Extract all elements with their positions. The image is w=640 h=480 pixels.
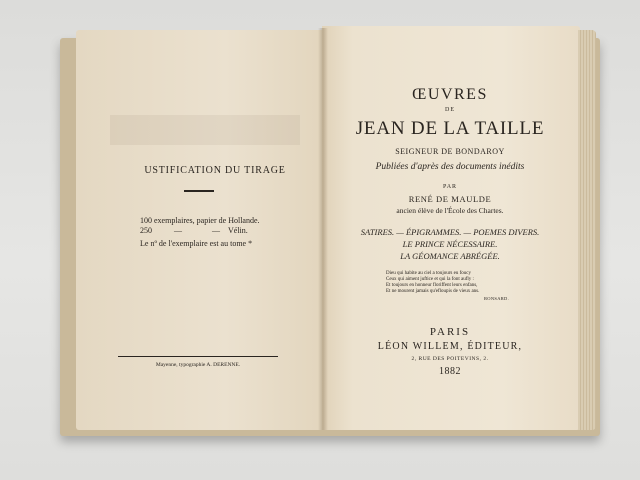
printer-credit: Mayenne, typographie A. DERENNE.: [155, 362, 241, 368]
book-gutter: [318, 28, 328, 430]
copy-number-line: Le nº de l'exemplaire est au tome *: [140, 239, 253, 248]
publication-year: 1882: [439, 366, 461, 377]
contents-line-1: SATIRES. — ÉPIGRAMMES. — POEMES DIVERS.: [360, 227, 540, 237]
de-word: DE: [445, 107, 455, 113]
publiees-line: Publiées d'après des documents inédits: [375, 162, 525, 172]
epigraph-line: Ceux qui aiment juftice et qui la font aufly :: [386, 277, 474, 282]
epigraph-line: Et ne mourent jamais qu'efloupis de vieux ans.: [386, 289, 480, 294]
seigneur-line: SEIGNEUR DE BONDAROY: [395, 147, 505, 156]
copies-line-2-dash2: —: [212, 226, 220, 235]
show-through-shadow: [110, 115, 300, 145]
oeuvres-title: ŒUVRES: [412, 86, 488, 103]
author-name: JEAN DE LA TAILLE: [355, 118, 545, 139]
printer-rule: [118, 356, 278, 357]
contents-line-2: LE PRINCE NÉCESSAIRE.: [402, 239, 498, 249]
justification-heading: USTIFICATION DU TIRAGE: [144, 165, 286, 176]
epigraph-source: RONSARD.: [484, 296, 510, 301]
par-word: PAR: [442, 184, 458, 190]
editor-credentials: ancien élève de l'École des Chartes.: [396, 206, 504, 215]
contents-line-3: LA GÉOMANCE ABRÉGÉE.: [400, 251, 500, 261]
publisher-name: LÉON WILLEM, ÉDITEUR,: [377, 341, 523, 352]
page-edges: [578, 30, 596, 430]
epigraph-line: Dieu qui habite au ciel a toujours eu foucy: [386, 271, 471, 276]
editor-name: RENÉ DE MAULDE: [408, 194, 492, 204]
heading-rule: [184, 190, 214, 192]
left-page: [76, 30, 326, 430]
copies-line-2-end: Vélin.: [228, 226, 248, 235]
copies-line-1: 100 exemplaires, papier de Hollande.: [140, 216, 260, 225]
copies-line-2-dash1: —: [174, 226, 182, 235]
publication-city: PARIS: [429, 326, 471, 338]
publisher-address: 2, RUE DES POITEVINS, 2.: [411, 356, 489, 362]
copies-line-2-number: 250: [140, 226, 152, 235]
epigraph-line: Et toujours en honneur floriffent leurs enfans,: [386, 283, 478, 288]
